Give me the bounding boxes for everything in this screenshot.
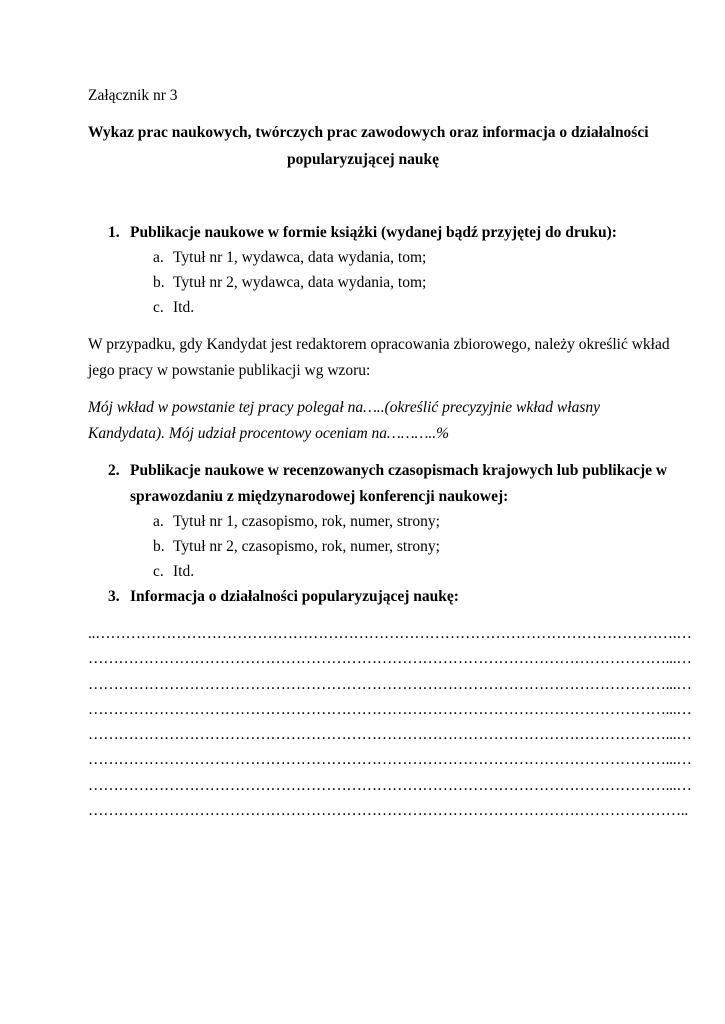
section-2-item-c-letter: c.	[153, 563, 164, 580]
note-template-line-2: Kandydata). Mój udział procentowy oceniam na………..%	[88, 425, 450, 442]
section-2-number: 2.	[108, 462, 120, 479]
section-3-heading: Informacja o działalności popularyzującej naukę:	[130, 588, 459, 605]
section-1-item-a-text: Tytuł nr 1, wydawca, data wydania, tom;	[173, 249, 427, 266]
attachment-label: Załącznik nr 3	[88, 87, 178, 104]
note-paragraph-line-2: jego pracy w powstanie publikacji wg wzoru:	[88, 362, 371, 379]
section-1-number: 1.	[108, 224, 120, 241]
note-template-line-1: Mój wkład w powstanie tej pracy polegał na…..(określić precyzyjnie wkład własny	[88, 399, 600, 416]
dotted-line-3: ……………………………………………………………………………………………………...…	[88, 676, 692, 693]
dotted-line-7: ……………………………………………………………………………………………………...…	[88, 777, 692, 794]
dotted-line-4: ……………………………………………………………………………………………………...…	[88, 701, 692, 718]
dotted-line-1: ..…………………………………………………………………………………………………….…	[88, 625, 692, 642]
section-1-item-b-text: Tytuł nr 2, wydawca, data wydania, tom;	[173, 274, 427, 291]
document-title-line-2: popularyzującej naukę	[287, 151, 439, 168]
note-paragraph-line-1: W przypadku, gdy Kandydat jest redaktorem opracowania zbiorowego, należy określić wkład	[88, 336, 670, 353]
section-2-heading-line-2: sprawozdaniu z międzynarodowej konferencji naukowej:	[130, 488, 509, 505]
dotted-line-8: ………………………………………………………………………………………………………..	[88, 802, 688, 819]
dotted-line-6: ……………………………………………………………………………………………………...…	[88, 751, 692, 768]
section-2-heading-line-1: Publikacje naukowe w recenzowanych czasopismach krajowych lub publikacje w	[130, 462, 668, 479]
section-2-item-c-text: Itd.	[173, 563, 195, 580]
section-1-item-a-letter: a.	[153, 249, 164, 266]
section-1-item-c-text: Itd.	[173, 299, 195, 316]
section-2-item-b-letter: b.	[153, 538, 165, 555]
section-2-item-a-letter: a.	[153, 513, 164, 530]
section-1-item-c-letter: c.	[153, 299, 164, 316]
dotted-line-5: ……………………………………………………………………………………………………...…	[88, 726, 692, 743]
section-2-item-a-text: Tytuł nr 1, czasopismo, rok, numer, strony;	[173, 513, 440, 530]
section-3-number: 3.	[108, 588, 120, 605]
document-title-line-1: Wykaz prac naukowych, twórczych prac zawodowych oraz informacja o działalności	[88, 124, 649, 141]
dotted-line-2: ……………………………………………………………………………………………………...…	[88, 650, 692, 667]
section-2-item-b-text: Tytuł nr 2, czasopismo, rok, numer, strony;	[173, 538, 440, 555]
section-1-heading: Publikacje naukowe w formie książki (wydanej bądź przyjętej do druku):	[130, 224, 617, 241]
section-1-item-b-letter: b.	[153, 274, 165, 291]
